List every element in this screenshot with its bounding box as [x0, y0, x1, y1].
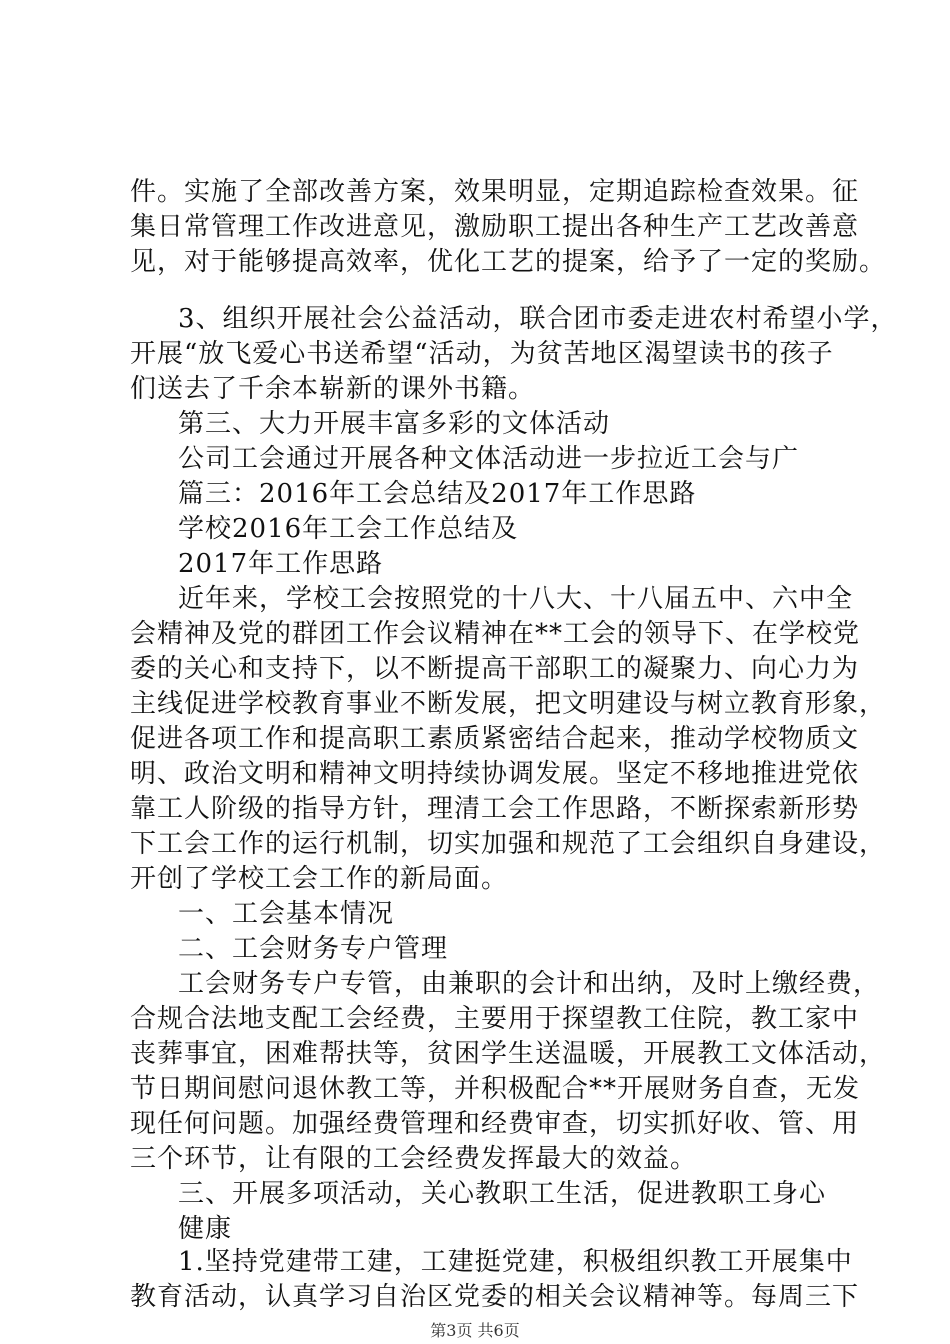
- text-line: 靠工人阶级的指导方针，理清工会工作思路，不断探索新形势: [130, 794, 860, 824]
- text-line: 近年来，学校工会按照党的十八大、十八届五中、六中全: [178, 584, 854, 614]
- text-line: 教育活动，认真学习自治区党委的相关会议精神等。每周三下: [130, 1282, 860, 1312]
- section-heading: 篇三：2016年工会总结及2017年工作思路: [178, 479, 697, 509]
- text-line: 明、政治文明和精神文明持续协调发展。坚定不移地推进党依: [130, 759, 860, 789]
- section-heading: 二、工会财务专户管理: [178, 934, 449, 964]
- text-line: 丧葬事宜，困难帮扶等，贫困学生送温暖，开展教工文体活动，: [130, 1039, 887, 1069]
- section-heading: 一、工会基本情况: [178, 899, 395, 929]
- document-title: 2017年工作思路: [178, 549, 384, 579]
- text-line: 会精神及党的群团工作会议精神在**工会的领导下、在学校党: [130, 619, 861, 649]
- text-line: 开创了学校工会工作的新局面。: [130, 864, 509, 894]
- text-line: 合规合法地支配工会经费，主要用于探望教工住院，教工家中: [130, 1004, 860, 1034]
- text-line: 件。实施了全部改善方案，效果明显，定期追踪检查效果。征: [130, 177, 860, 207]
- page-number: 第3页 共6页: [430, 1321, 520, 1340]
- section-heading: 三、开展多项活动，关心教职工生活，促进教职工身心: [178, 1179, 827, 1209]
- text-line: 主线促进学校教育事业不断发展，把文明建设与树立教育形象，: [130, 689, 887, 719]
- text-line: 们送去了千余本崭新的课外书籍。: [130, 374, 536, 404]
- document-title: 学校2016年工会工作总结及: [178, 514, 519, 544]
- text-line: 见，对于能够提高效率，优化工艺的提案，给予了一定的奖励。: [130, 247, 887, 277]
- text-line: 工会财务专户专管，由兼职的会计和出纳，及时上缴经费，: [178, 969, 881, 999]
- text-line: 促进各项工作和提高职工素质紧密结合起来，推动学校物质文: [130, 724, 860, 754]
- text-line: 集日常管理工作改进意见，激励职工提出各种生产工艺改善意: [130, 212, 860, 242]
- text-line: 委的关心和支持下，以不断提高干部职工的凝聚力、向心力为: [130, 654, 860, 684]
- text-line: 现任何问题。加强经费管理和经费审查，切实抓好收、管、用: [130, 1109, 860, 1139]
- text-line: 1.坚持党建带工建，工建挺党建，积极组织教工开展集中: [178, 1247, 853, 1277]
- text-line: 三个环节，让有限的工会经费发挥最大的效益。: [130, 1144, 698, 1174]
- section-heading: 第三、大力开展丰富多彩的文体活动: [178, 409, 611, 439]
- text-line: 下工会工作的运行机制，切实加强和规范了工会组织自身建设，: [130, 829, 887, 859]
- text-line: 3、组织开展社会公益活动，联合团市委走进农村希望小学，: [178, 304, 898, 334]
- text-line: 开展“放飞爱心书送希望“活动，为贫苦地区渴望读书的孩子: [130, 339, 834, 369]
- section-heading: 健康: [178, 1214, 233, 1244]
- text-line: 节日期间慰问退休教工等，并积极配合**开展财务自查，无发: [130, 1074, 861, 1104]
- text-line: 公司工会通过开展各种文体活动进一步拉近工会与广: [178, 444, 800, 474]
